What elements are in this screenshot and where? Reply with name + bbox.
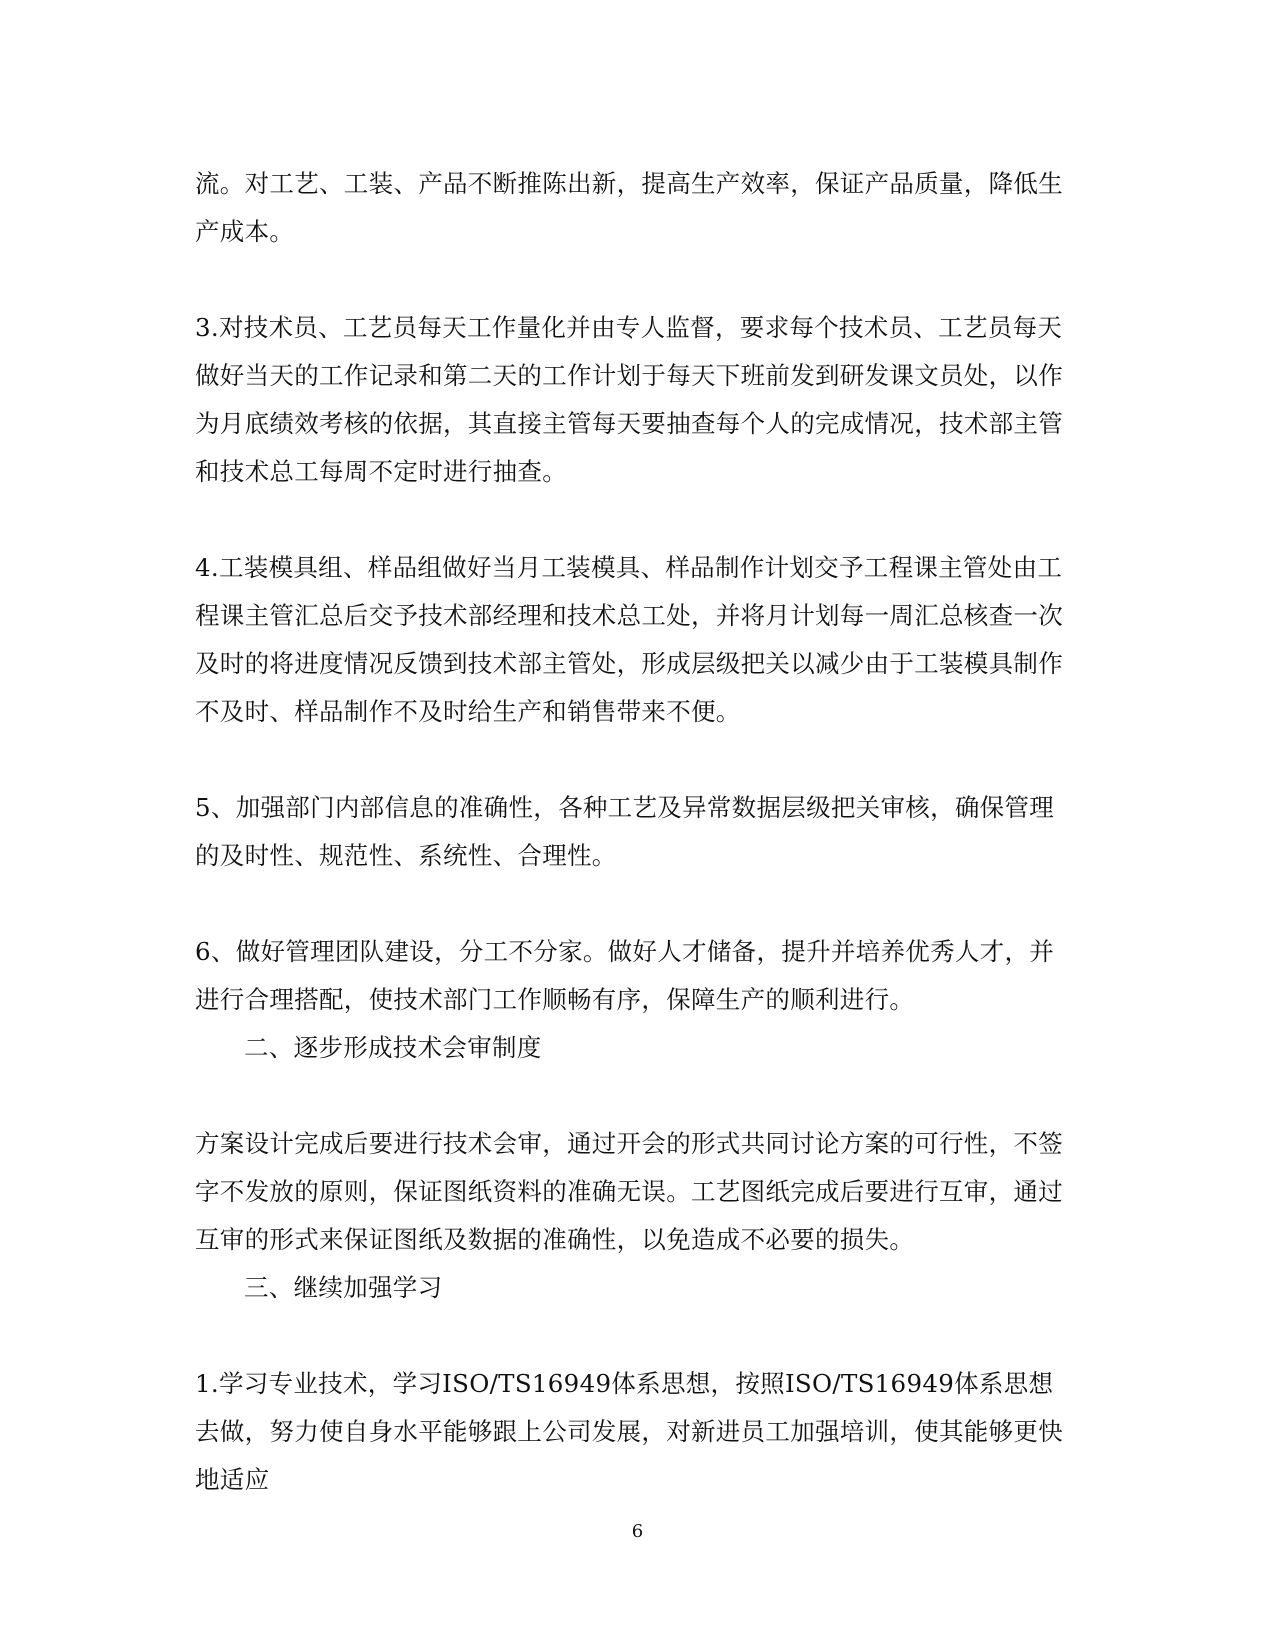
paragraph-technical-review: 方案设计完成后要进行技术会审，通过开会的形式共同讨论方案的可行性，不签字不发放的原则，保证图纸资料的准确无误。工艺图纸完成后要进行互审，通过互审的形式来保证图纸及数据的准确性，以免造成不必要的损失。: [195, 1129, 1063, 1254]
paragraph-learning-1: 1.学习专业技术，学习ISO/TS16949体系思想，按照ISO/TS16949体系思想去做，努力使自身水平能够跟上公司发展，对新进员工加强培训，使其能够更快地适应: [195, 1369, 1063, 1494]
section-heading-2: 二、逐步形成技术会审制度: [244, 1033, 542, 1062]
paragraph-item-6: 6、做好管理团队建设，分工不分家。做好人才储备，提升并培养优秀人才，并进行合理搭配，使技术部门工作顺畅有序，保障生产的顺利进行。: [195, 937, 1055, 1014]
paragraph-item-4: 4.工装模具组、样品组做好当月工装模具、样品制作计划交予工程课主管处由工程课主管汇总后交予技术部经理和技术总工处，并将月计划每一周汇总核查一次及时的将进度情况反馈到技术部主管处，形成层级把关以减少由于工装模具制作不及时、样品制作不及时给生产和销售带来不便。: [195, 553, 1063, 726]
paragraph-item-5: 5、加强部门内部信息的准确性，各种工艺及异常数据层级把关审核，确保管理的及时性、规范性、系统性、合理性。: [195, 793, 1055, 870]
paragraph-continuation: 流。对工艺、工装、产品不断推陈出新，提高生产效率，保证产品质量，降低生产成本。: [195, 169, 1063, 246]
section-heading-3: 三、继续加强学习: [244, 1273, 443, 1302]
paragraph-item-3: 3.对技术员、工艺员每天工作量化并由专人监督，要求每个技术员、工艺员每天做好当天的工作记录和第二天的工作计划于每天下班前发到研发课文员处，以作为月底绩效考核的依据，其直接主管每天要抽查每个人的完成情况，技术部主管和技术总工每周不定时进行抽查。: [195, 313, 1063, 486]
page-number: 6: [631, 1521, 644, 1542]
document-body: [195, 160, 1075, 1504]
